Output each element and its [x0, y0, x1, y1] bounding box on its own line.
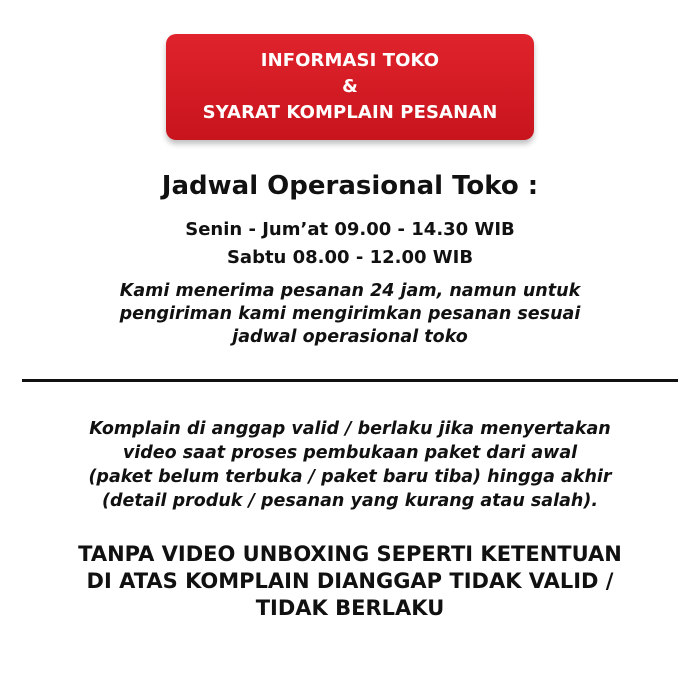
warning-line-3: TIDAK BERLAKU — [255, 596, 445, 620]
operating-hours — [0, 216, 700, 272]
complaint-line-2: video saat proses pembukaan paket dari awal — [122, 443, 578, 463]
schedule-title: Jadwal Operasional Toko : — [161, 171, 539, 201]
complaint-line-4: (detail produk / pesanan yang kurang atau salah). — [101, 491, 599, 511]
warning-line-2: DI ATAS KOMPLAIN DIANGGAP TIDAK VALID / — [86, 569, 614, 593]
complaint-terms — [30, 417, 670, 513]
banner-line-3: SYARAT KOMPLAIN PESANAN — [202, 102, 498, 123]
banner-line-2: & — [342, 76, 358, 97]
complaint-line-1: Komplain di anggap valid / berlaku jika menyertakan — [89, 419, 611, 439]
order-note — [60, 280, 640, 349]
weekday-hours: Senin - Jum’at 09.00 - 14.30 WIB — [185, 219, 515, 240]
warning-line-1: TANPA VIDEO UNBOXING SEPERTI KETENTUAN — [78, 542, 622, 566]
order-note-line-2: pengiriman kami mengirimkan pesanan sesuai — [119, 304, 581, 324]
saturday-hours: Sabtu 08.00 - 12.00 WIB — [226, 247, 474, 268]
order-note-line-3: jadwal operasional toko — [232, 327, 468, 347]
unboxing-warning — [20, 541, 680, 622]
section-divider — [22, 379, 678, 382]
banner-line-1: INFORMASI TOKO — [260, 50, 440, 71]
header-banner — [166, 34, 534, 140]
order-note-line-1: Kami menerima pesanan 24 jam, namun untuk — [119, 281, 581, 301]
complaint-line-3: (paket belum terbuka / paket baru tiba) hingga akhir — [88, 467, 612, 487]
